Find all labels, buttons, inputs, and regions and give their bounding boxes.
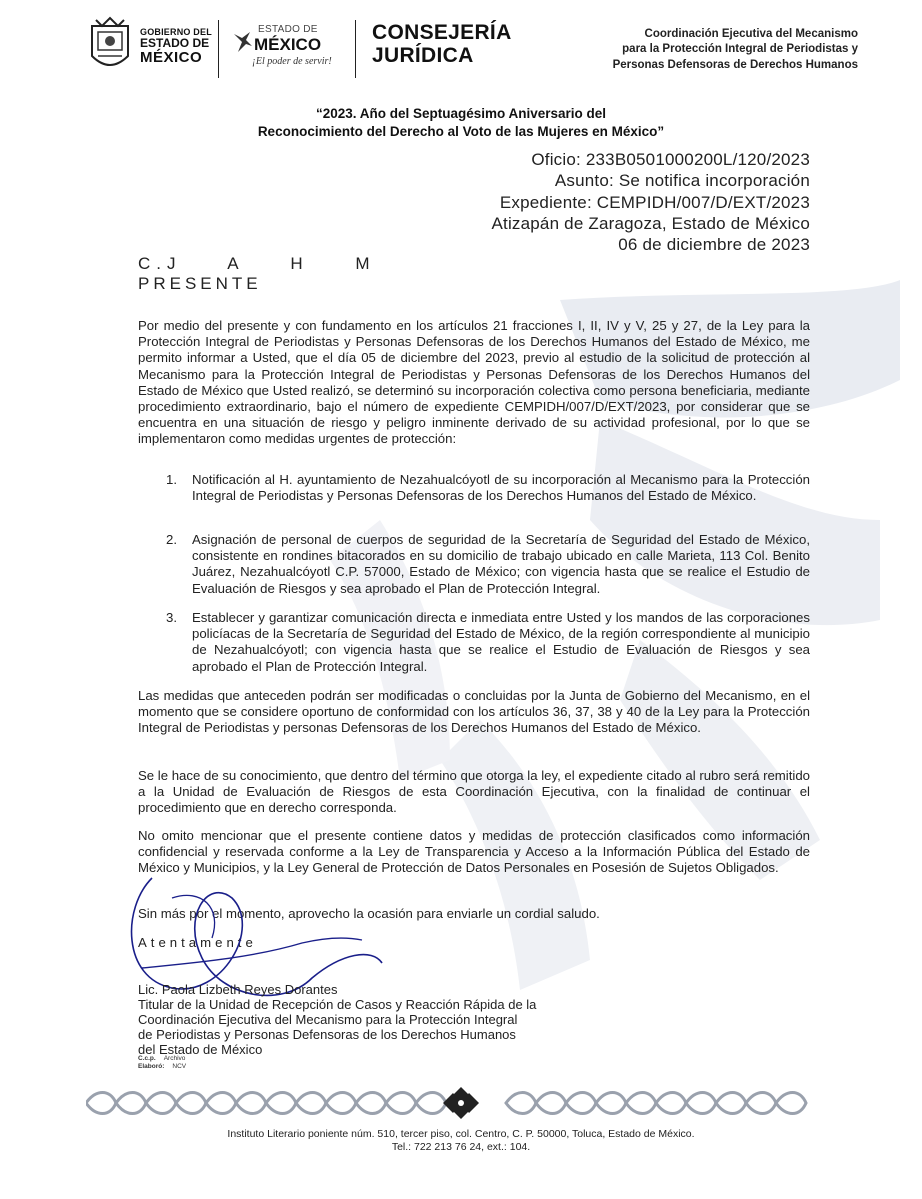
place: Atizapán de Zaragoza, Estado de México: [491, 213, 810, 233]
edo-line2: MÉXICO: [254, 35, 322, 54]
motto-line2: Reconocimiento del Derecho al Voto de las Mujeres en México”: [257, 123, 665, 139]
footer-line1: Instituto Literario poniente núm. 510, tercer piso, col. Centro, C. P. 50000, Toluca, Estado de México.: [227, 1128, 695, 1140]
addressee-name: C.J A H M: [138, 254, 376, 273]
signer-title-line4: de Periodistas y Personas Defensoras de los Derechos Humanos: [138, 1027, 516, 1042]
expediente: Expediente: CEMPIDH/007/D/EXT/2023: [499, 192, 810, 212]
list-number: 1.: [166, 472, 177, 487]
gob-line1: GOBIERNO DEL: [140, 27, 212, 37]
coord-line2: para la Protección Integral de Periodistas y: [622, 43, 858, 56]
list-number: 3.: [166, 610, 177, 625]
coordinacion-header: [613, 27, 858, 73]
addressee: [138, 254, 376, 295]
signer-block: [138, 982, 536, 1057]
year-motto: [0, 105, 922, 140]
signer-name: Lic. Paola Lizbeth Reyes Dorantes: [138, 982, 338, 997]
footer-line2: Tel.: 722 213 76 24, ext.: 104.: [391, 1141, 531, 1153]
hummingbird-icon: [232, 30, 254, 56]
list-item: [138, 532, 810, 597]
ccp-value: Archivo: [163, 1055, 186, 1062]
list-number: 2.: [166, 532, 177, 547]
referral-paragraph: Se le hace de su conocimiento, que dentro del término que otorga la ley, el expediente citado al rubro será remitido a la Unidad de Evaluación de Riesgos de esta Coordinación Ejecutiva, con la finalidad de continuar el procedimiento que en derecho corresponda.: [138, 768, 810, 816]
edo-line1: ESTADO DE: [258, 24, 318, 35]
header-divider-2: [355, 20, 356, 78]
list-text: Asignación de personal de cuerpos de seguridad de la Secretaría de Seguridad del Estado de México, consistente en rondines bitacorados en su domicilio de trabajo ubicado en calle Marieta, 113 Col. Benito Juárez, Nezahualcóyotl C.P. 57000, Estado de México; con vigencia hasta que se realice el Estudio de Evaluación de Riesgos y sea aprobado el Plan de Protección Integral.: [192, 532, 810, 596]
intro-paragraph: Por medio del presente y con fundamento en los artículos 21 fracciones I, II, IV y V, 25 y 27, de la Ley para la Protección Integral de Periodistas y Personas Defensoras de los Derechos Humanos del Estado de México, me permito informar a Usted, que el día 05 de diciembre del 2023, previo al estudio de la solicitud de protección al Mecanismo para la Protección Integral de Periodistas y Personas Defensoras de los Derechos Humanos del Estado de México que Usted realizó, se determinó su incorporación colectiva como persona beneficiaria, mediante procedimiento extraordinario, bajo el número de expediente CEMPIDH/007/D/EXT/2023, por considerar que se encuentra en una situación de riesgo y peligro inminente derivado de su actividad profesional, por lo que se implementaron como medidas urgentes de protección:: [138, 318, 810, 447]
confidentiality-paragraph: No omito mencionar que el presente contiene datos y medidas de protección clasificados como información confidencial y reservada conforme a la Ley de Transparencia y Acceso a la Información Pública del Estado de México y Municipios, y la Ley General de Protección de Datos Personales en Posesión de Sujetos Obligados.: [138, 828, 810, 876]
header-divider: [218, 20, 219, 78]
estado-de-mexico-logo: [228, 20, 358, 80]
signer-title-line5: del Estado de México: [138, 1042, 263, 1057]
consejeria-title: [372, 22, 512, 67]
center-flower-icon: [443, 1087, 479, 1119]
consejeria-line1: CONSEJERÍA: [372, 21, 512, 44]
presente: PRESENTE: [138, 274, 262, 294]
list-item: [138, 472, 810, 504]
reference-block: [491, 149, 810, 255]
consejeria-line2: JURÍDICA: [372, 43, 474, 67]
elaboro-value: NCV: [172, 1063, 187, 1070]
edo-slogan: ¡El poder de servir!: [252, 56, 332, 67]
date: 06 de diciembre de 2023: [618, 235, 810, 254]
coord-line3: Personas Defensoras de Derechos Humanos: [612, 58, 858, 71]
closing-line: Sin más por el momento, aprovecho la ocasión para enviarle un cordial saludo.: [138, 906, 600, 921]
coord-line1: Coordinación Ejecutiva del Mecanismo: [644, 28, 858, 40]
list-text: Establecer y garantizar comunicación directa e inmediata entre Usted y los mandos de las corporaciones policíacas de la Secretaría de Seguridad del Estado de México, de la región correspondiente al municipio de Nezahualcóyotl; con vigencia hasta que se realice el Estudio de Evaluación de Riesgos y sea aprobado el Plan de Protección Integral.: [192, 610, 810, 674]
gobierno-estado-logo-text: [140, 28, 212, 66]
list-text: Notificación al H. ayuntamiento de Nezahualcóyotl de su incorporación al Mecanismo para la Protección Integral de Periodistas y Personas Defensoras de los Derechos Humanos del Estado de México.: [192, 472, 810, 504]
asunto: Asunto: Se notifica incorporación: [554, 171, 810, 191]
ccp-label: C.c.p.: [138, 1055, 156, 1062]
motto-line1: “2023. Año del Septuagésimo Aniversario del: [315, 106, 607, 121]
gob-line2: ESTADO DE: [140, 36, 210, 51]
atentamente: Atentamente: [138, 935, 257, 950]
decorative-border-band: [86, 1085, 836, 1121]
signer-title-line3: Coordinación Ejecutiva del Mecanismo para la Protección Integral: [138, 1012, 518, 1027]
ccp-block: [138, 1055, 186, 1071]
signer-title-line2: Titular de la Unidad de Recepción de Casos y Reacción Rápida de la: [138, 997, 537, 1012]
measures-paragraph: Las medidas que anteceden podrán ser modificadas o concluidas por la Junta de Gobierno del Mecanismo, en el momento que se considere oportuno de conformidad con los artículos 36, 37, 38 y 40 de la Ley para la Protección Integral de Periodistas y personas Defensoras de los Derechos Humanos del Estado de México.: [138, 688, 810, 736]
elaboro-label: Elaboró:: [138, 1063, 165, 1070]
list-item: [138, 610, 810, 675]
footer-address: [0, 1128, 922, 1154]
oficio-number: Oficio: 233B0501000200L/120/2023: [531, 150, 810, 169]
gob-line3: MÉXICO: [140, 49, 203, 67]
state-seal-icon: [88, 16, 132, 74]
